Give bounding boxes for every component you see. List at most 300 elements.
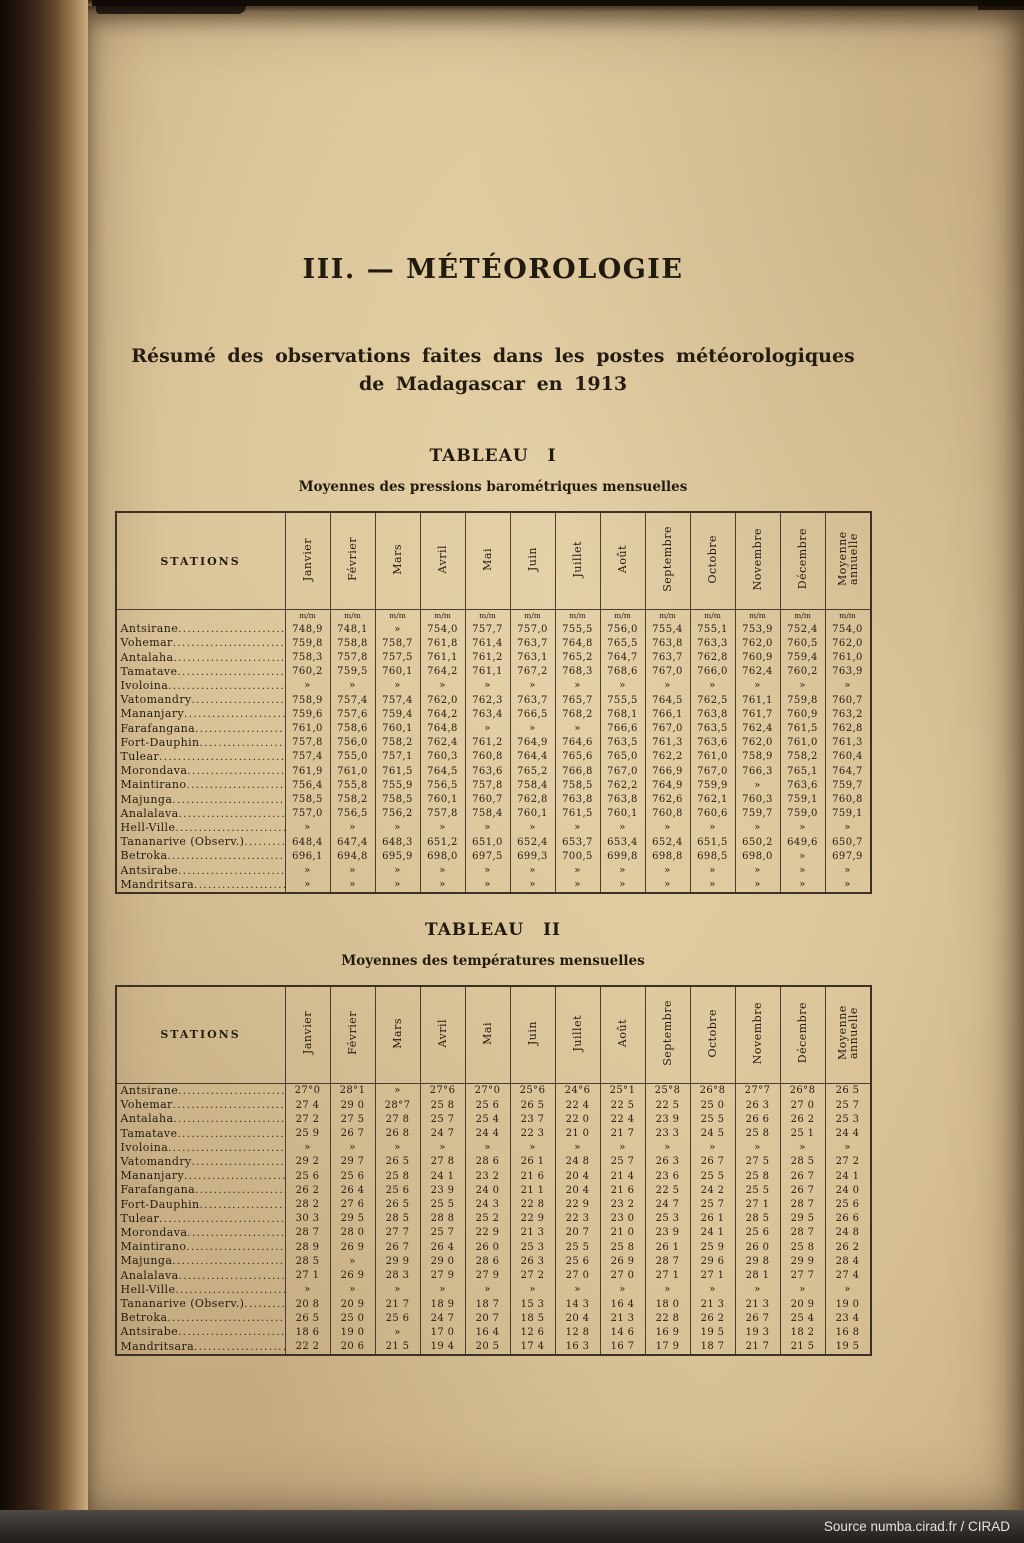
value-cell: 762,2 [600,778,645,792]
value-cell: 756,0 [600,622,645,636]
value-cell: 28 5 [735,1212,780,1226]
value-cell: 651,5 [690,835,735,849]
value-cell: 27 5 [735,1155,780,1169]
unit-cell: m/m [510,610,555,623]
unit-cell: m/m [285,610,330,623]
table-row [116,1283,871,1297]
value-cell: » [600,1283,645,1297]
value-cell: » [825,821,871,835]
value-cell: 757,4 [375,693,420,707]
value-cell: 761,9 [285,764,330,778]
table-row [116,1183,871,1197]
value-cell: 26 6 [825,1212,871,1226]
station-cell [116,864,286,878]
value-cell: 762,4 [420,736,465,750]
value-cell: 26°8 [780,1083,825,1098]
value-cell: 766,1 [645,707,690,721]
value-cell: 22 2 [285,1340,330,1355]
value-cell: 764,2 [420,665,465,679]
table-row [116,1112,871,1126]
value-cell: » [465,1141,510,1155]
table-row [116,849,871,863]
value-cell: 763,6 [465,764,510,778]
value-cell: 647,4 [330,835,375,849]
value-cell: 653,7 [555,835,600,849]
value-cell: » [690,679,735,693]
dot-leader [173,638,285,649]
value-cell: » [375,1325,420,1339]
value-cell: 19 0 [825,1297,871,1311]
value-cell: » [510,821,555,835]
value-cell: 27 2 [825,1155,871,1169]
value-cell: 758,2 [330,793,375,807]
value-cell: 762,8 [825,722,871,736]
value-cell: 767,0 [645,665,690,679]
month-label: Juin [526,1020,539,1045]
value-cell: 14 3 [555,1297,600,1311]
dot-leader [179,1271,285,1282]
value-cell: » [645,878,690,893]
station-name: Mandritsara [120,877,195,891]
value-cell: » [465,679,510,693]
value-cell: » [690,1141,735,1155]
value-cell: 764,5 [420,764,465,778]
month-label: Moyenne annuelle [835,1005,860,1061]
dot-leader [186,780,285,791]
table2-caption: Moyennes des températures mensuelles [341,952,645,969]
value-cell: 763,6 [690,736,735,750]
value-cell: 20 6 [330,1340,375,1355]
value-cell: 25°8 [645,1083,690,1098]
month-label: Novembre [751,527,764,591]
month-label: Mars [391,1017,404,1049]
value-cell: 27°7 [735,1083,780,1098]
value-cell: » [465,864,510,878]
value-cell: 25°6 [510,1083,555,1098]
value-cell: 29 2 [285,1155,330,1169]
value-cell: » [330,1283,375,1297]
value-cell: » [780,1283,825,1297]
station-name: Mananjary [120,1169,185,1183]
station-name: Mandritsara [120,1339,195,1353]
station-name: Tananarive (Observ.) [120,835,245,849]
table-row [116,835,871,849]
table-row [116,722,871,736]
value-cell: 765,2 [555,651,600,665]
value-cell: » [825,1283,871,1297]
value-cell: 26 2 [825,1240,871,1254]
value-cell: 695,9 [375,849,420,863]
value-cell: 763,3 [690,636,735,650]
value-cell: 760,7 [825,693,871,707]
value-cell: » [285,679,330,693]
page-title: III. — MÉTÉOROLOGIE [302,254,684,285]
value-cell: » [735,878,780,893]
value-cell: 22 9 [465,1226,510,1240]
month-header [690,512,735,610]
value-cell: 25 7 [690,1198,735,1212]
value-cell: 694,8 [330,849,375,863]
value-cell: 21 1 [510,1183,555,1197]
value-cell: 698,0 [420,849,465,863]
value-cell: 24 7 [645,1198,690,1212]
station-cell [116,636,286,650]
month-header [465,512,510,610]
value-cell: 760,1 [375,722,420,736]
header-row [116,512,871,610]
station-name: Betroka [120,849,168,863]
value-cell: 757,7 [465,622,510,636]
value-cell: » [420,1141,465,1155]
value-cell: 756,4 [285,778,330,792]
value-cell: 16 4 [600,1297,645,1311]
value-cell: 26 2 [780,1112,825,1126]
value-cell: 762,0 [825,636,871,650]
station-cell [116,651,286,665]
value-cell: 25 4 [465,1112,510,1126]
dot-leader [200,738,285,749]
value-cell: 758,7 [375,636,420,650]
value-cell: 23 2 [465,1169,510,1183]
month-label: Janvier [301,1011,314,1055]
table-row [116,622,871,636]
value-cell: 757,8 [285,736,330,750]
station-cell [116,778,286,792]
value-cell: » [690,1283,735,1297]
value-cell: 759,0 [780,807,825,821]
month-header [510,512,555,610]
value-cell: 22 8 [645,1311,690,1325]
value-cell: 761,1 [735,693,780,707]
value-cell: 24 4 [465,1127,510,1141]
month-label: Décembre [796,528,809,590]
value-cell: 30 3 [285,1212,330,1226]
value-cell: 760,9 [780,707,825,721]
value-cell: 762,6 [645,793,690,807]
value-cell: » [825,679,871,693]
value-cell: 761,8 [420,636,465,650]
value-cell: 25 8 [420,1098,465,1112]
value-cell: 25 6 [375,1183,420,1197]
table-row [116,1169,871,1183]
value-cell: 20 4 [555,1169,600,1183]
dot-leader [187,766,285,777]
value-cell: 24 5 [690,1127,735,1141]
value-cell: 758,2 [375,736,420,750]
value-cell: 23 9 [645,1226,690,1240]
value-cell: 28 7 [780,1226,825,1240]
value-cell: 28 6 [465,1254,510,1268]
value-cell: 760,5 [780,636,825,650]
station-cell [116,1127,286,1141]
value-cell: 763,6 [780,778,825,792]
table-row [116,1141,871,1155]
value-cell: 762,4 [735,722,780,736]
value-cell: 759,9 [690,778,735,792]
value-cell: 26 7 [735,1311,780,1325]
unit-cell: m/m [330,610,375,623]
value-cell: 768,1 [600,707,645,721]
value-cell: 757,5 [375,651,420,665]
table1-heading: TABLEAU I [429,446,557,467]
value-cell: 697,9 [825,849,871,863]
value-cell: 27 4 [285,1098,330,1112]
value-cell: » [285,1283,330,1297]
value-cell: 761,2 [465,736,510,750]
value-cell: 26 5 [375,1198,420,1212]
value-cell: » [735,778,780,792]
value-cell: 27°0 [285,1083,330,1098]
value-cell: 760,1 [420,793,465,807]
station-cell [116,821,286,835]
value-cell: 22 5 [645,1098,690,1112]
month-label: Moyenne annuelle [835,531,860,587]
dot-leader [159,752,285,763]
page-content [108,6,878,1356]
value-cell: 648,3 [375,835,420,849]
value-cell: 759,1 [780,793,825,807]
value-cell: 20 7 [465,1311,510,1325]
value-cell: 21 3 [735,1297,780,1311]
value-cell: 25 8 [600,1240,645,1254]
value-cell: » [735,1141,780,1155]
value-cell: 765,1 [780,764,825,778]
value-cell: 26 0 [465,1240,510,1254]
value-cell: 27 2 [510,1269,555,1283]
table-row [116,778,871,792]
value-cell: 758,4 [510,778,555,792]
value-cell: 764,9 [510,736,555,750]
value-cell: 760,4 [825,750,871,764]
value-cell: 18 6 [285,1325,330,1339]
dot-leader [179,809,285,820]
value-cell: 28 2 [285,1198,330,1212]
month-header [825,986,871,1084]
value-cell: 25 9 [285,1127,330,1141]
value-cell: » [555,864,600,878]
value-cell: 759,1 [825,807,871,821]
value-cell: 650,7 [825,835,871,849]
value-cell: 24 8 [555,1155,600,1169]
value-cell: 26 5 [510,1098,555,1112]
value-cell: 753,9 [735,622,780,636]
value-cell: 18 7 [465,1297,510,1311]
value-cell: 764,7 [600,651,645,665]
page-subtitle [108,343,878,398]
month-header [780,986,825,1084]
table-row [116,736,871,750]
value-cell: 764,8 [420,722,465,736]
value-cell: 764,6 [555,736,600,750]
table-row [116,1325,871,1339]
value-cell: » [555,679,600,693]
table-row [116,764,871,778]
value-cell: » [780,849,825,863]
value-cell: 759,4 [375,707,420,721]
station-cell [116,679,286,693]
value-cell: 25 8 [735,1127,780,1141]
table-row [116,1098,871,1112]
value-cell: 763,8 [600,793,645,807]
table-row [116,1226,871,1240]
unit-cell: m/m [555,610,600,623]
value-cell: 28 4 [825,1254,871,1268]
value-cell: 21 3 [690,1297,735,1311]
source-bar [0,1510,1024,1543]
dot-leader [173,653,285,664]
value-cell: » [375,1283,420,1297]
unit-cell: m/m [420,610,465,623]
station-cell [116,1283,286,1297]
station-name: Antsirabe [120,1325,179,1339]
value-cell: » [555,1283,600,1297]
value-cell: 25 8 [735,1169,780,1183]
value-cell: 766,6 [600,722,645,736]
value-cell: 761,0 [330,764,375,778]
value-cell: 761,0 [780,736,825,750]
station-name: Antalaha [120,650,174,664]
value-cell: 17 4 [510,1340,555,1355]
table-row [116,679,871,693]
dot-leader [200,1200,285,1211]
value-cell: » [600,878,645,893]
value-cell: 27 7 [780,1269,825,1283]
value-cell: 26 5 [285,1311,330,1325]
dot-leader [178,1327,285,1338]
value-cell: » [780,864,825,878]
month-header [600,512,645,610]
value-cell: 18 2 [780,1325,825,1339]
table-body [116,1083,871,1354]
value-cell: 27 6 [330,1198,375,1212]
value-cell: 757,8 [330,651,375,665]
value-cell: 758,5 [555,778,600,792]
table-row [116,807,871,821]
value-cell: 766,8 [555,764,600,778]
value-cell: 29 9 [375,1254,420,1268]
value-cell: 29 5 [780,1212,825,1226]
value-cell: » [285,878,330,893]
value-cell: 23 2 [600,1198,645,1212]
value-cell: 26°8 [690,1083,735,1098]
value-cell: 759,5 [330,665,375,679]
value-cell: 19 4 [420,1340,465,1355]
value-cell: 651,2 [420,835,465,849]
value-cell: » [330,878,375,893]
value-cell: 18 9 [420,1297,465,1311]
value-cell: 21 4 [600,1169,645,1183]
value-cell: 767,0 [645,722,690,736]
value-cell: 763,7 [645,651,690,665]
value-cell: 22 4 [600,1112,645,1126]
value-cell: 26 3 [735,1098,780,1112]
value-cell: » [555,878,600,893]
value-cell: 28 7 [285,1226,330,1240]
month-label: Février [346,1011,359,1055]
value-cell: 22 3 [510,1127,555,1141]
value-cell: 25 7 [420,1112,465,1126]
value-cell: 26 9 [330,1240,375,1254]
value-cell: 756,0 [330,736,375,750]
value-cell: 763,4 [465,707,510,721]
value-cell: 21 3 [600,1311,645,1325]
dot-leader [192,1157,285,1168]
station-name: Majunga [120,792,173,806]
value-cell: » [330,821,375,835]
station-cell [116,1297,286,1311]
value-cell: 28 8 [420,1212,465,1226]
value-cell: 25 7 [600,1155,645,1169]
value-cell: 757,0 [285,807,330,821]
value-cell: 758,5 [285,793,330,807]
value-cell: 759,7 [735,807,780,821]
dot-leader [244,837,285,848]
month-header [285,512,330,610]
value-cell: 24 7 [420,1127,465,1141]
value-cell: » [420,679,465,693]
unit-cell: m/m [375,610,420,623]
subtitle-line-1: Résumé des observations faites dans les postes météorologiques [131,345,855,367]
dot-leader [194,880,285,891]
value-cell: 763,7 [510,636,555,650]
value-cell: 760,1 [510,807,555,821]
paper-page [88,6,1024,1512]
value-cell: 24 2 [690,1183,735,1197]
station-cell [116,1112,286,1126]
dot-leader [159,1214,285,1225]
value-cell: 29 6 [690,1254,735,1268]
value-cell: 21 6 [600,1183,645,1197]
value-cell: 26 8 [375,1127,420,1141]
value-cell: » [510,1141,555,1155]
value-cell: 26 7 [780,1183,825,1197]
value-cell: 760,8 [465,750,510,764]
value-cell: 16 9 [645,1325,690,1339]
value-cell: » [420,878,465,893]
value-cell: » [600,864,645,878]
dot-leader [178,1086,285,1097]
value-cell: 765,7 [555,693,600,707]
value-cell: 767,0 [690,764,735,778]
value-cell: 698,8 [645,849,690,863]
station-name: Vatomandry [120,693,192,707]
value-cell: » [735,821,780,835]
table-row [116,1155,871,1169]
value-cell: 26 6 [735,1112,780,1126]
value-cell: 25 6 [735,1226,780,1240]
value-cell: » [780,1141,825,1155]
value-cell: 765,5 [600,636,645,650]
value-cell: 27 9 [420,1269,465,1283]
value-cell: 757,8 [420,807,465,821]
value-cell: 27 0 [780,1098,825,1112]
station-name: Morondava [120,1225,188,1239]
value-cell: 653,4 [600,835,645,849]
value-cell: 24°6 [555,1083,600,1098]
station-name: Tulear [120,749,160,763]
value-cell: 26 9 [600,1254,645,1268]
book-binding [0,0,92,1543]
value-cell: 652,4 [510,835,555,849]
value-cell: 20 9 [330,1297,375,1311]
value-cell: 26 7 [780,1169,825,1183]
station-name: Vohemar [120,636,173,650]
value-cell: 15 3 [510,1297,555,1311]
month-label: Juillet [571,540,584,578]
value-cell: 755,5 [555,622,600,636]
month-label: Août [616,545,629,574]
value-cell: 25 9 [690,1240,735,1254]
